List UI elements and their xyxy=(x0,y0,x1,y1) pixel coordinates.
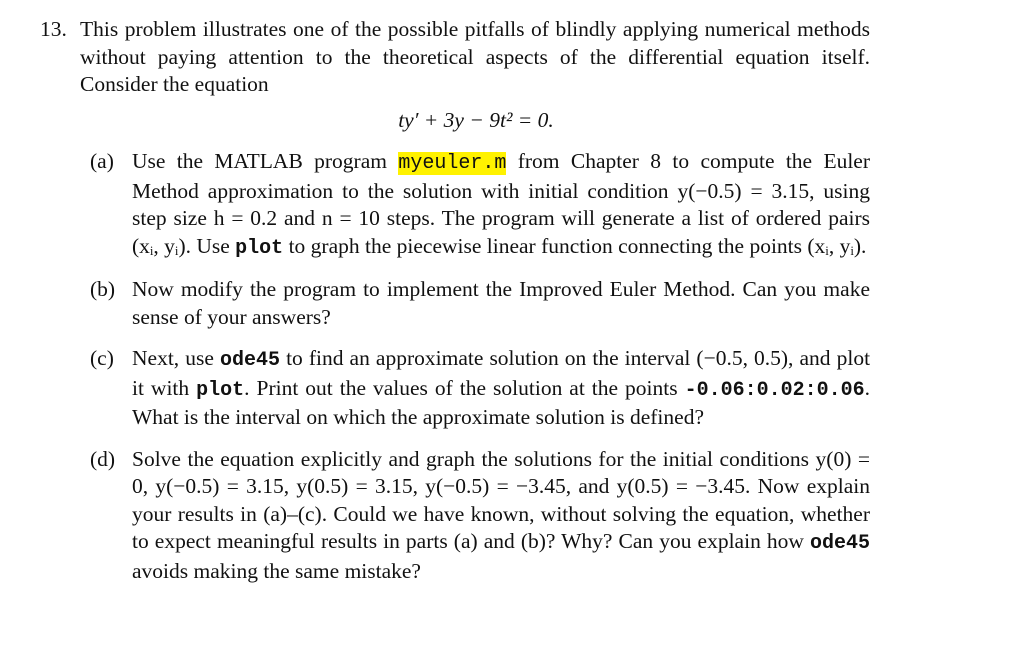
differential-equation: ty′ + 3y − 9t² = 0. xyxy=(398,107,554,132)
part-a-text-1: Use the MATLAB program xyxy=(132,149,387,173)
part-a-text-3: to graph the piecewise linear function connecting the points (xᵢ, yᵢ). xyxy=(288,233,867,258)
part-c-label: (c) xyxy=(90,346,114,370)
highlighted-code-myeuler[interactable]: myeuler.m xyxy=(398,152,507,175)
part-d xyxy=(80,446,870,586)
problem-number: 13. xyxy=(40,17,67,41)
part-b-label: (b) xyxy=(90,277,116,301)
code-ode45: ode45 xyxy=(810,532,871,555)
part-d-text-2: avoids making the same mistake? xyxy=(132,558,421,583)
part-b xyxy=(80,276,870,331)
part-a xyxy=(80,148,870,262)
code-plot: plot xyxy=(235,236,284,260)
code-ode45: ode45 xyxy=(219,349,280,372)
part-d-text-1: Solve the equation explicitly and graph the solutions for the initial conditions y(0) = 0, y(−0.5) = 3.15, y(0.5) = 3.15, y(−0.5) = −3.45, and y(0.5) = −3.45. Now explain your results in (a)–(c). Could we have known, without solving the equation, whether to expect meaningful results in parts (a) and (b)? Why? Can you explain how xyxy=(132,446,870,553)
part-c-text-3: . Print out the values of the solution at the points xyxy=(244,375,678,400)
part-c xyxy=(80,345,870,432)
problem-13 xyxy=(40,16,870,585)
problem-intro: This problem illustrates one of the possible pitfalls of blindly applying numerical methods without paying attention to the theoretical aspects of the differential equation itself. Consider the equation xyxy=(80,17,870,96)
code-plot: plot xyxy=(196,378,245,402)
part-c-text-4: . What is the interval on which the approximate solution is defined? xyxy=(132,375,871,429)
code-range: -0.06:0.02:0.06 xyxy=(684,378,865,402)
part-b-text: Now modify the program to implement the Improved Euler Method. Can you make sense of your answers? xyxy=(132,277,870,329)
part-c-text-2: to find an approximate solution on the interval (−0.5, 0.5), and plot it with xyxy=(132,346,871,400)
part-a-label: (a) xyxy=(90,149,114,173)
part-d-label: (d) xyxy=(90,446,116,471)
part-c-text-1: Next, use xyxy=(132,346,214,370)
part-a-text-2: from Chapter 8 to compute the Euler Method approximation to the solution with initial condition y(−0.5) = 3.15, using step size h = 0.2 and n = 10 steps. The program will generate a list of ordered pairs (xᵢ, yᵢ). Use xyxy=(132,149,871,258)
